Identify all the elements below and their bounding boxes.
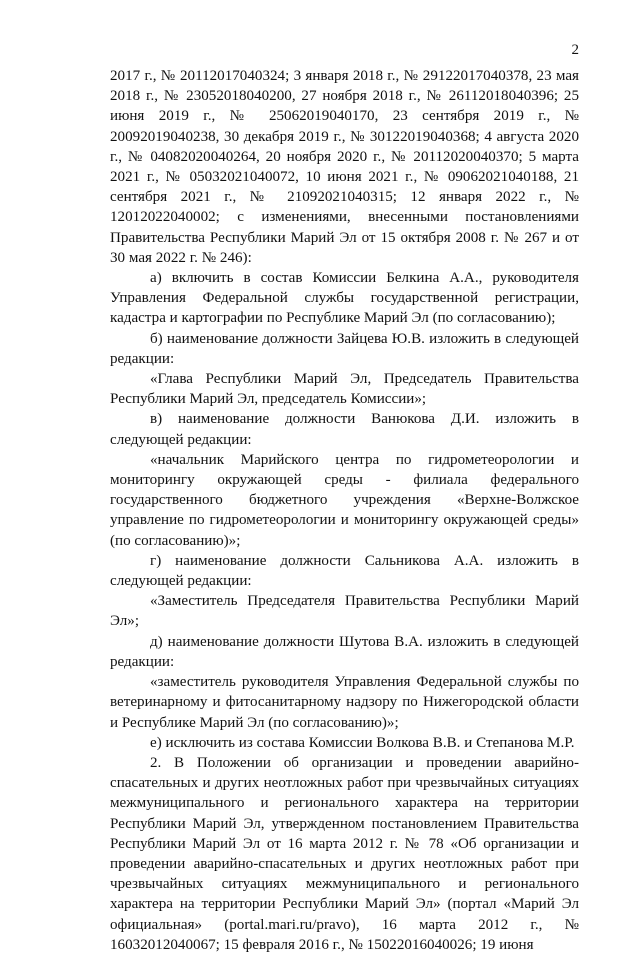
paragraph: «начальник Марийского центра по гидрометеорологии и мониторингу окружающей среды - филиала федерального государственного бюджетного учреждения «Верхне-Волжское управление по гидрометеорологии и мониторингу окружающей среды» (по согласованию)»; [110,451,579,549]
document-body [110,66,579,955]
paragraph: «заместитель руководителя Управления Федеральной службы по ветеринарному и фитосанитарному надзору по Нижегородской области и Республике Марий Эл (по согласованию)»; [110,674,579,731]
paragraph: 2. В Положении об организации и проведении аварийно-спасательных и других неотложных работ при чрезвычайных ситуациях межмуниципального и регионального характера на территории Республики Марий Эл, утвержденном постановлением Правительства Республики Марий Эл от 16 марта 2012 г. № 78 «Об организации и проведении аварийно-спасательных и других неотложных работ при чрезвычайных ситуациях межмуниципального и регионального характера на территории Республики Марий Эл» (портал «Марий Эл официальная» (portal.mari.ru/pravo), 16 марта 2012 г., № 16032012040067; 15 февраля 2016 г., № 15022016040026; 19 июня [110,754,579,953]
page-number: 2 [571,42,579,58]
paragraph: 2017 г., № 20112017040324; 3 января 2018 г., № 29122017040378, 23 мая 2018 г., № 23052018040200, 27 ноября 2018 г., № 26112018040396; 25 июня 2019 г., № 25062019040170, 23 сентября 2019 г., № 20092019040238, 30 декабря 2019 г., № 30122019040368; 4 августа 2020 г., № 04082020040264, 20 ноября 2020 г., № 20112020040370; 5 марта 2021 г., № 05032021040072, 10 июня 2021 г., № 09062021040188, 21 сентября 2021 г., № 21092021040315; 12 января 2022 г., № 12012022040002; с изменениями, внесенными постановлениями Правительства Республики Марий Эл от 15 октября 2008 г. № 267 и от 30 мая 2022 г. № 246): [110,68,579,266]
paragraph: б) наименование должности Зайцева Ю.В. изложить в следующей редакции: [110,330,579,367]
paragraph: е) исключить из состава Комиссии Волкова В.В. и Степанова М.Р. [150,734,575,751]
paragraph: а) включить в состав Комиссии Белкина А.А., руководителя Управления Федеральной службы государственной регистрации, кадастра и картографии по Республике Марий Эл (по согласованию); [110,270,579,327]
paragraph: д) наименование должности Шутова В.А. изложить в следующей редакции: [110,633,579,670]
paragraph: г) наименование должности Сальникова А.А. изложить в следующей редакции: [110,552,579,590]
paragraph: «Заместитель Председателя Правительства Республики Марий Эл»; [110,593,579,630]
paragraph: в) наименование должности Ванюкова Д.И. изложить в следующей редакции: [110,411,579,448]
paragraph: «Глава Республики Марий Эл, Председатель Правительства Республики Марий Эл, председатель Комиссии»; [110,371,579,408]
